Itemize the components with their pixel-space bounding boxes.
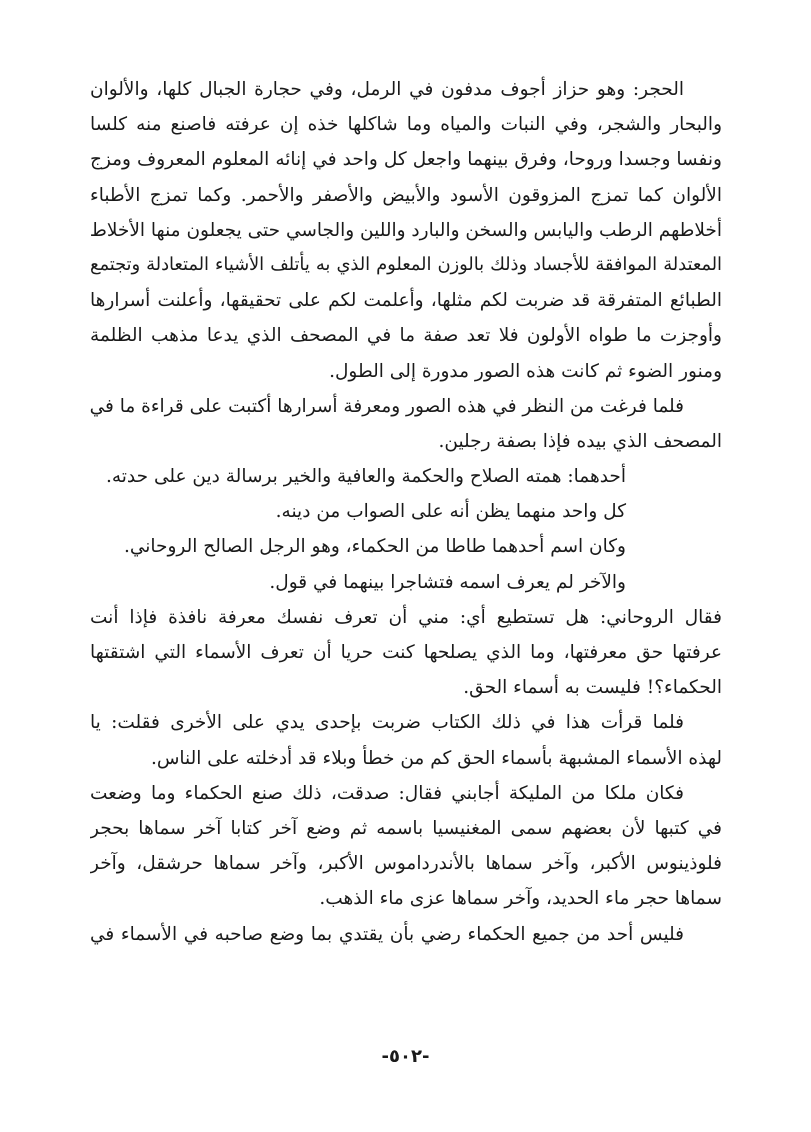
text-line: فلوذينوس الأكبر، وآخر سماها بالأندرداموس الأكبر، وآخر سماها حرشقل، وآخر xyxy=(90,853,722,875)
text-line: فلما قرأت هذا في ذلك الكتاب ضربت بإحدى يدي على الأخرى فقلت: يا xyxy=(90,712,684,734)
text-line: وكان اسم أحدهما طاطا من الحكماء، وهو الرجل الصالح الروحاني. xyxy=(123,536,626,558)
text-line: والبحار والشجر، وفي النبات والمياه وما شاكلها خذه إن عرفته فاصنع منه كلسا xyxy=(90,114,722,136)
text-line: عرفتها حق معرفتها، وما الذي يصلحها كنت حريا أن تعرف الأسماء التي اشتقتها xyxy=(90,642,722,663)
text-line: سماها حجر ماء الحديد، وآخر سماها عزى ماء الذهب. xyxy=(319,888,722,910)
text-line: وأوجزت ما طواه الأولون فلا تعد صفة ما في المصحف الذي يدعا مذهب الظلمة xyxy=(90,325,722,347)
text-line: كل واحد منهما يظن أنه على الصواب من دينه. xyxy=(275,501,626,523)
text-line: والآخر لم يعرف اسمه فتشاجرا بينهما في قول. xyxy=(269,571,626,593)
text-line: الحكماء؟! فليست به أسماء الحق. xyxy=(463,677,722,699)
text-line: المصحف الذي بيده فإذا بصفة رجلين. xyxy=(438,430,722,452)
text-line: أخلاطهم الرطب واليابس والسخن والبارد واللين والجاسي حتى يجعلون منها الأخلاط xyxy=(90,219,722,241)
text-line: ونفسا وجسدا وروحا، وفرق بينهما واجعل كل واحد في إنائه المعلوم المعروف ومزج xyxy=(90,149,722,171)
text-line: لهذه الأسماء المشبهة بأسماء الحق كم من خطأ وبلاء قد أدخلته على الناس. xyxy=(150,747,722,769)
text-line: في كتبها لأن بعضهم سمى المغنيسيا باسمه ثم وضع آخر كتابا آخر سماها بحجر xyxy=(90,817,722,839)
text-line: فقال الروحاني: هل تستطيع أي: مني أن تعرف نفسك معرفة نافذة فإذا أنت xyxy=(90,606,722,628)
page-number: -٥٠٢- xyxy=(381,1046,430,1067)
body-text xyxy=(90,72,722,952)
text-line: فكان ملكا من المليكة أجابني فقال: صدقت، ذلك صنع الحكماء وما وضعت xyxy=(90,782,684,804)
text-line: أحدهما: همته الصلاح والحكمة والعافية والخير برسالة دين على حدته. xyxy=(105,466,626,488)
text-line: الطبائع المتفرقة قد ضربت لكم مثلها، وأعلمت لكم على تحقيقها، وأعلنت أسرارها xyxy=(90,290,722,312)
text-line: ومنور الضوء ثم كانت هذه الصور مدورة إلى الطول. xyxy=(329,360,722,382)
text-line: المعتدلة الموافقة للأجساد وذلك بالوزن المعلوم الذي به يأتلف الأشياء المتعادلة وتجتمع xyxy=(90,254,722,275)
text-line: الألوان كما تمزج المزوقون الأسود والأبيض والأصفر والأحمر. وكما تمزج الأطباء xyxy=(90,184,722,206)
text-line: فليس أحد من جميع الحكماء رضي بأن يقتدي بما وضع صاحبه في الأسماء في xyxy=(90,923,684,945)
text-line: الحجر: وهو حزاز أجوف مدفون في الرمل، وفي حجارة الجبال كلها، والألوان xyxy=(90,79,684,100)
text-line: فلما فرغت من النظر في هذه الصور ومعرفة أسرارها أكتبت على قراءة ما في xyxy=(90,395,684,417)
